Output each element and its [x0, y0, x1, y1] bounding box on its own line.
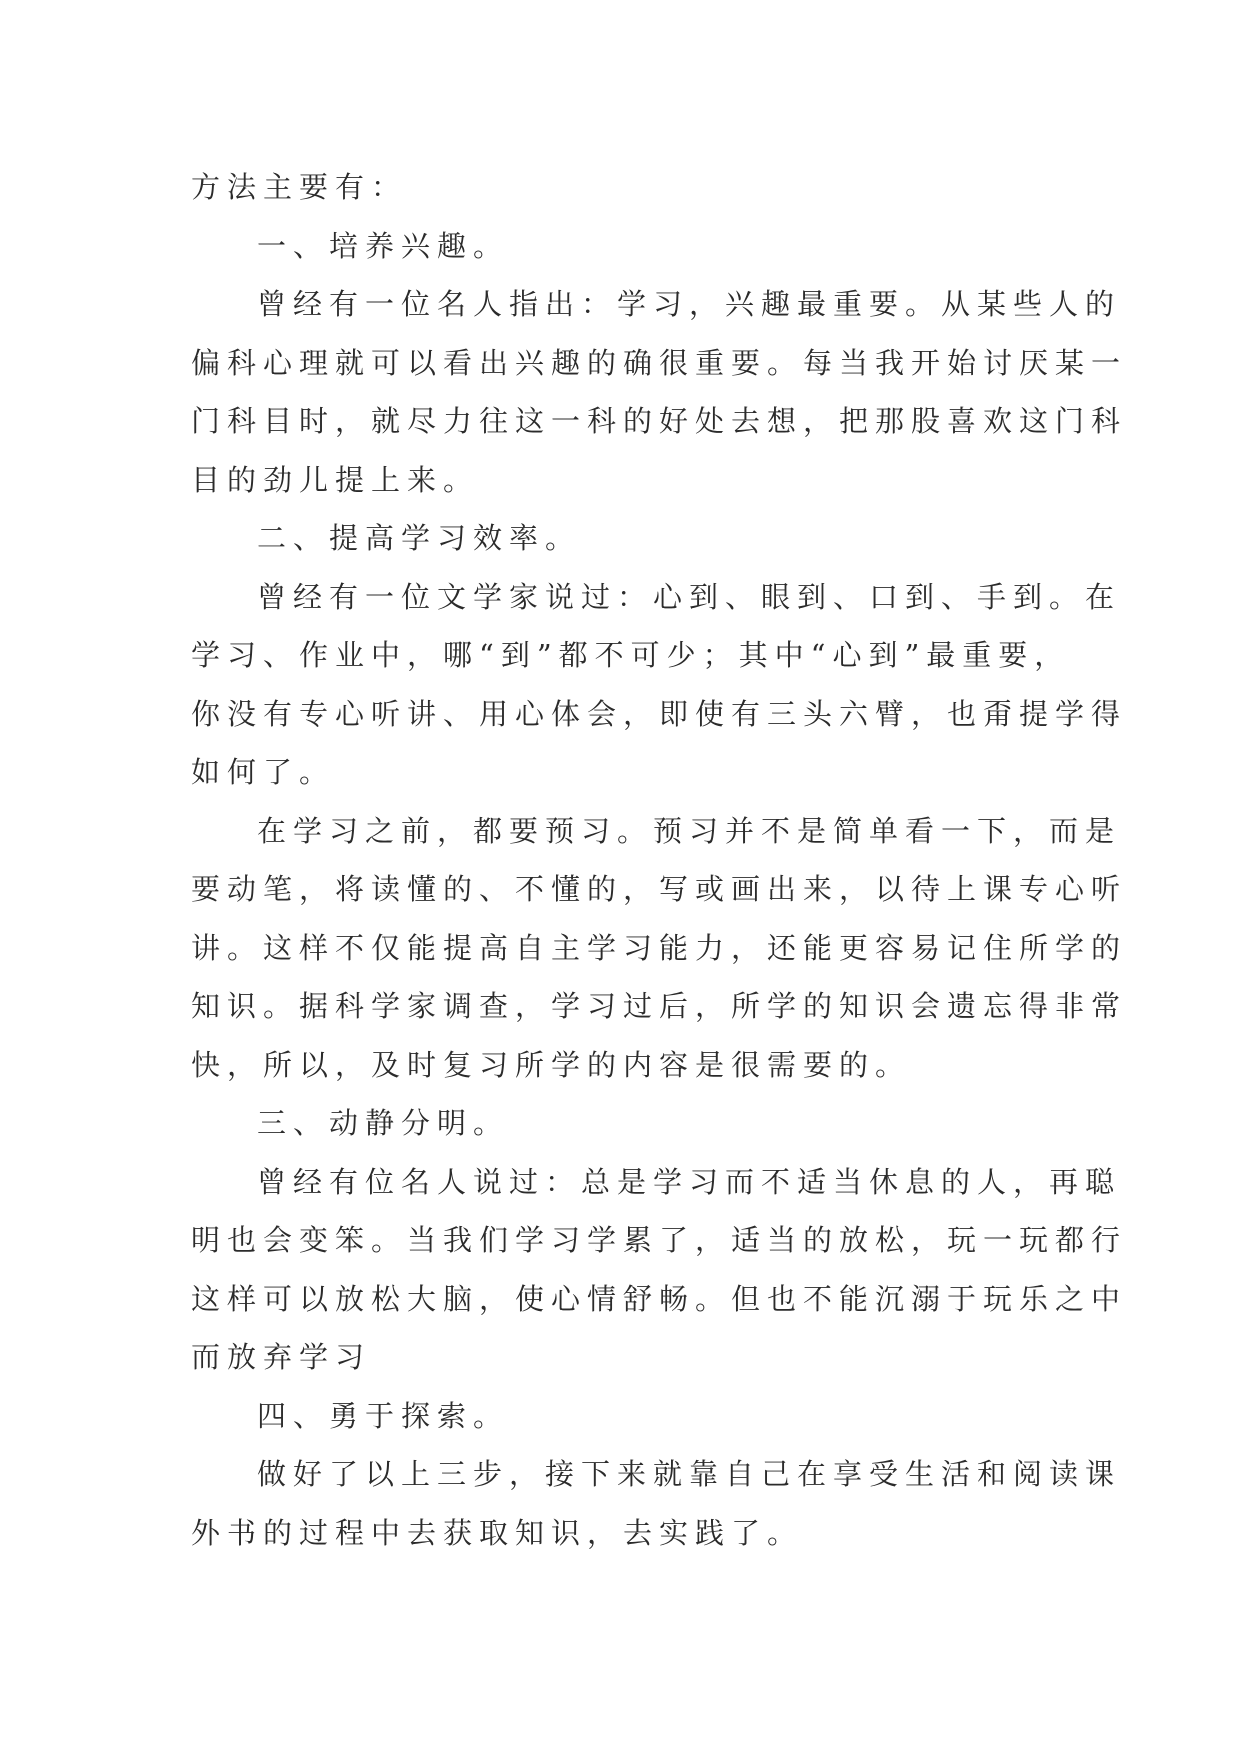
text-line: 在学习之前，都要预习。预习并不是简单看一下，而是: [257, 813, 1122, 848]
text-line: 学习、作业中，哪“到”都不可少；其中“心到”最重要，: [191, 638, 1071, 672]
text-line: 方法主要有：: [191, 170, 408, 204]
text-line: 曾经有位名人说过：总是学习而不适当休息的人，再聪: [257, 1164, 1122, 1199]
section-heading-3: 三、动静分明。: [257, 1106, 510, 1140]
text-line: 这样可以放松大脑，使心情舒畅。但也不能沉溺于玩乐之中: [191, 1281, 1128, 1316]
text-line: 如何了。: [191, 755, 336, 789]
section-heading-2: 二、提高学习效率。: [257, 521, 582, 555]
text-line: 门科目时，就尽力往这一科的好处去想，把那股喜欢这门科: [191, 404, 1128, 438]
section-heading-1: 一、培养兴趣。: [257, 228, 510, 263]
document-body: [191, 158, 1128, 1562]
text-line: 知识。据科学家调查，学习过后，所学的知识会遗忘得非常: [191, 989, 1128, 1023]
text-line: 做好了以上三步，接下来就靠自己在享受生活和阅读课: [257, 1457, 1122, 1491]
text-line: 偏科心理就可以看出兴趣的确很重要。每当我开始讨厌某一: [191, 345, 1128, 380]
text-line: 外书的过程中去获取知识，去实践了。: [191, 1515, 804, 1550]
text-line: 要动笔，将读懂的、不懂的，写或画出来，以待上课专心听: [191, 872, 1128, 906]
text-line: 讲。这样不仅能提高自主学习能力，还能更容易记住所学的: [191, 930, 1128, 965]
text-line: 曾经有一位文学家说过：心到、眼到、口到、手到。在: [257, 579, 1122, 614]
text-line: 曾经有一位名人指出：学习，兴趣最重要。从某些人的: [257, 287, 1122, 321]
section-heading-4: 四、勇于探索。: [257, 1398, 510, 1433]
text-line: 而放弃学习: [191, 1340, 372, 1374]
text-line: 快，所以，及时复习所学的内容是很需要的。: [191, 1047, 912, 1082]
text-line: 你没有专心听讲、用心体会，即使有三头六臂，也甭提学得: [191, 696, 1128, 731]
text-line: 明也会变笨。当我们学习学累了，适当的放松，玩一玩都行: [191, 1223, 1128, 1257]
text-line: 目的劲儿提上来。: [191, 462, 480, 497]
